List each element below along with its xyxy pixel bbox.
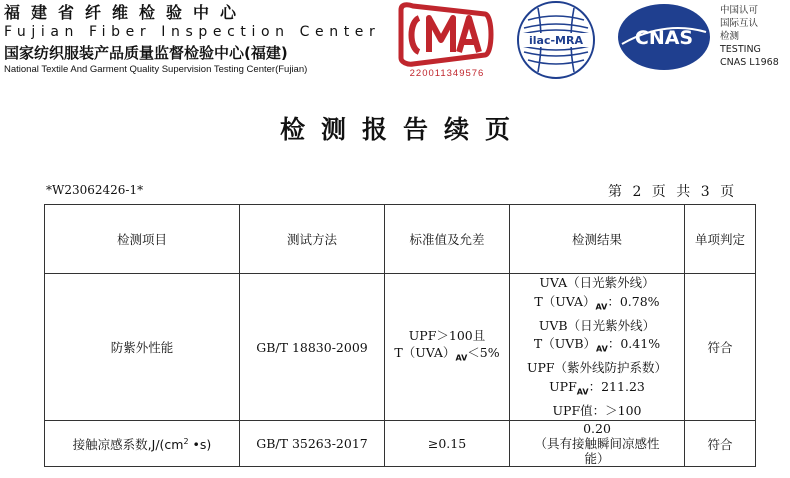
cnas-line: 中国认可 — [720, 5, 759, 16]
row2-method: GB/T 35263-2017 — [240, 421, 385, 467]
row1-standard-line: UPF＞100且 — [408, 328, 486, 344]
organization-header — [4, 0, 380, 75]
header-test-method: 测试方法 — [240, 205, 385, 274]
result-line: UVA（日光紫外线） — [539, 275, 655, 290]
result-line: UPF值：＞100 — [552, 402, 642, 418]
ilac-mra-logo — [514, 0, 598, 82]
result-line: $UPF_{AV}$：211.23 — [549, 378, 645, 396]
national-center-name-en: National Textile And Garment Quality Supervision Testing Center(Fujian) — [4, 64, 308, 75]
row1-standard — [385, 274, 510, 421]
header-test-item: 检测项目 — [45, 205, 240, 274]
report-number: *W23062426-1* — [46, 183, 144, 197]
report-title: 检测报告续页 — [279, 115, 526, 144]
national-center-name-cn: 国家纺织服装产品质量监督检验中心(福建) — [4, 44, 288, 62]
cnas-line: TESTING — [720, 44, 761, 55]
header-verdict: 单项判定 — [685, 205, 756, 274]
cnas-line: 国际互认 — [720, 18, 759, 29]
page-info: 第 2 页 共 3 页 — [608, 184, 738, 200]
cnas-line: 检测 — [720, 31, 740, 42]
result-line: UVB（日光紫外线） — [538, 317, 656, 333]
table-row — [45, 274, 756, 421]
row2-result — [510, 421, 685, 467]
org-name-en: Fujian Fiber Inspection Center — [4, 24, 381, 40]
org-name-cn: 福建省纤维检验中心 — [4, 3, 248, 22]
cnas-logo — [616, 2, 712, 72]
cnas-logo-text: CNAS — [634, 27, 694, 49]
row1-item: 防紫外性能 — [45, 274, 240, 421]
row1-method: GB/T 18830-2009 — [240, 274, 385, 421]
result-line: （具有接触瞬间凉感性 — [534, 436, 660, 451]
cma-logo — [395, 2, 499, 82]
row2-verdict: 符合 — [685, 421, 756, 467]
header-standard-value: 标准值及允差 — [385, 205, 510, 274]
row2-item: 接触凉感系数$,J/(cm^2$ •s) — [45, 421, 240, 467]
cnas-accreditation-text — [720, 4, 779, 69]
result-line: 0.20 — [583, 421, 611, 436]
cnas-line: CNAS L1968 — [720, 57, 779, 68]
cma-number: 220011349576 — [409, 68, 485, 79]
result-line: UPF（紫外线防护系数） — [526, 360, 668, 375]
header-test-result: 检测结果 — [510, 205, 685, 274]
row1-verdict: 符合 — [685, 274, 756, 421]
row2-standard: ≥0.15 — [385, 421, 510, 467]
result-line: $T(UVA)_{AV}$：0.78% — [534, 293, 660, 311]
ilac-logo-text: ilac-MRA — [529, 34, 583, 47]
row1-result — [510, 274, 685, 421]
row1-standard-line: $T(UVA)_{AV}<5\%$ — [394, 345, 500, 363]
table-header-row — [45, 205, 756, 274]
results-table — [44, 204, 756, 467]
result-line: 能） — [584, 451, 610, 466]
table-row — [45, 421, 756, 467]
result-line: $T(UVB)_{AV}$：0.41% — [533, 336, 661, 354]
